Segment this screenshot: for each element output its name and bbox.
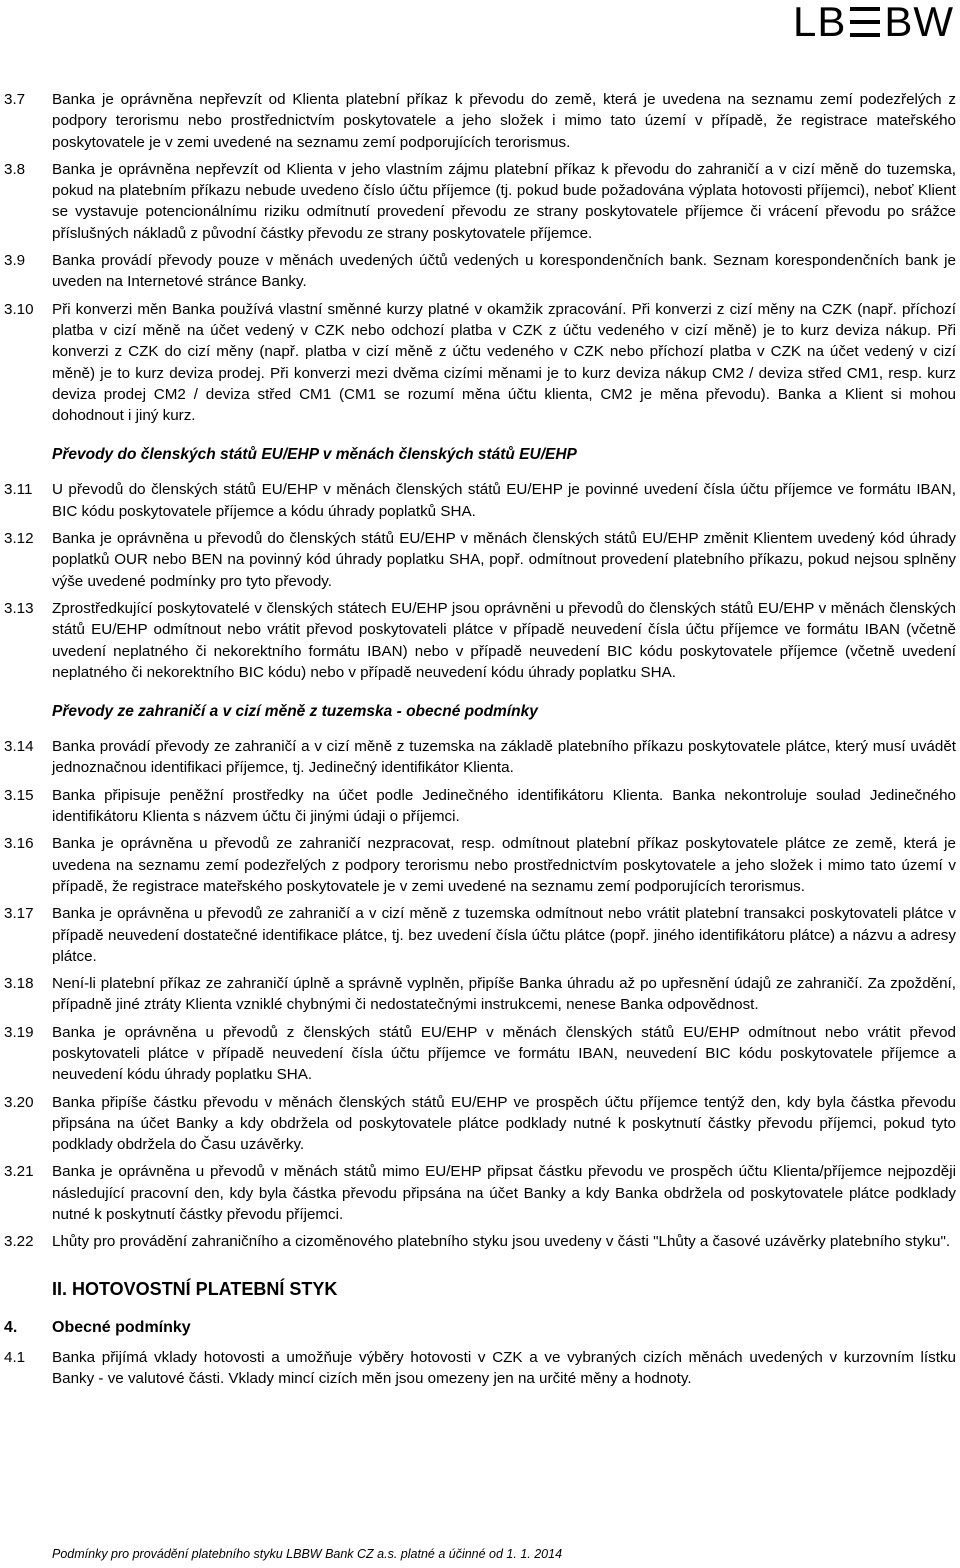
clause-text: Banka je oprávněna nepřevzít od Klienta v jeho vlastním zájmu platební příkaz k převodu do zahraničí a v cizí měně do tuzemska, pokud na platebním příkazu nebude uvedeno číslo účtu příjemce (tj. pokud bude požadována výplata hotovosti příjemci), neboť Klient se vystavuje potencionálnímu riziku odmítnutí provedení převodu ze strany poskytovatele příjemce či vrácení převodu po srážce příslušných nákladů z původní částky převodu ze strany poskytovatele příjemce.	[52, 160, 956, 242]
clause-number: 4.1	[4, 1348, 26, 1366]
clause-number: 3.7	[4, 91, 26, 108]
document-body	[0, 89, 960, 1395]
clause	[0, 973, 960, 1016]
clause-number: 3.22	[4, 1233, 34, 1251]
clause	[0, 1347, 960, 1390]
clause-text: Banka je oprávněna u převodů z členských států EU/EHP v měnách členských států EU/EHP odmítnout nebo vrátit převod poskytovateli plátce v případě neuvedení čísla účtu příjemce ve formátu IBAN, neuvedení BIC kódu poskytovatele příjemce a neuvedení kódu úhrady poplatku SHA.	[52, 1023, 956, 1084]
clause-text: Při konverzi měn Banka používá vlastní směnné kurzy platné v okamžik zpracování. Při konverzi z cizí měny na CZK (např. příchozí platba v cizí měně na účet vedený v CZK nebo odchozí platba v CZK z účtu vedeného v cizí měně) je to kurz deviza nákup. Při konverzi z CZK do cizí měny (např. platba v cizí měně z účtu vedeného v CZK nebo příchozí platba v CZK na účet vedený v cizí měně) je to kurz deviza prodej. Při konverzi mezi dvěma cizími měnami je to kurz deviza nákup CM2 / deviza střed CM1, resp. kurz deviza prodej CM2 / deviza střed CM1 (CM1 se rozumí měna účtu klienta, CM2 je měna převodu). Banka a Klient si mohou dohodnout i jiný kurz.	[52, 300, 956, 425]
clause-number: 3.12	[4, 530, 34, 548]
logo-right: BW	[884, 0, 954, 45]
clause-number: 3.14	[4, 738, 34, 756]
clause	[0, 159, 960, 244]
subsection-number: 4.	[4, 1318, 18, 1336]
clause-text: Není-li platební příkaz ze zahraničí úplně a správně vyplněn, připíše Banka úhradu až po upřesnění údajů ze zahraničí. Za zpoždění, případně jiné ztráty Klienta vzniklé chybnými či nedostatečnými instrukcemi, nenese Banka odpovědnost.	[52, 975, 956, 1014]
clause-text: Banka přijímá vklady hotovosti a umožňuje výběry hotovosti v CZK a ve vybraných cizích měnách uvedených v kurzovním lístku Banky - ve valutové části. Vklady mincí cizích měn jsou omezeny jen na určité měny a hodnoty.	[52, 1348, 956, 1387]
logo-left: LB	[792, 0, 847, 45]
clause-number: 3.16	[4, 835, 34, 853]
clause-number: 3.18	[4, 975, 34, 993]
clause	[0, 833, 960, 897]
clause	[0, 479, 960, 522]
clause	[0, 785, 960, 828]
clause-number: 3.10	[4, 300, 34, 318]
clause	[0, 1161, 960, 1225]
logo-bars-icon	[850, 7, 880, 37]
clause-number: 3.20	[4, 1093, 34, 1111]
clause-text: Banka je oprávněna u převodů ze zahraničí a v cizí měně z tuzemska odmítnout nebo vrátit platební transakci poskytovateli plátce v případě neuvedení dostatečné identifikace plátce, tj. bez uvedení čísla účtu plátce (popř. jiného identifikátoru plátce) a názvu a adresy plátce.	[52, 905, 956, 965]
clause-number: 3.8	[4, 160, 26, 178]
clause-text: U převodů do členských států EU/EHP v měnách členských států EU/EHP je povinné uvedení čísla účtu příjemce ve formátu IBAN, BIC kódu poskytovatele příjemce a kódu úhrady poplatků SHA.	[52, 481, 956, 520]
clause-number: 3.15	[4, 786, 34, 804]
clause	[0, 598, 960, 683]
clause-number: 3.19	[4, 1023, 34, 1041]
clause-text: Banka provádí převody pouze v měnách uvedených účtů vedených u korespondenčních bank. Seznam korespondenčních bank je uveden na Internetové stránce Banky.	[52, 252, 956, 291]
clause	[0, 299, 960, 427]
clause-text: Banka je oprávněna nepřevzít od Klienta platební příkaz k převodu do země, která je uvedena na seznamu zemí podezřelých z podpory terorismu nebo prostřednictvím poskytovatele a jeho složek i mimo tato území v případě, že registrace mateřského poskytovatele je v zemi uvedené na seznamu zemí podporujících terorismus.	[52, 91, 956, 151]
clause	[0, 528, 960, 592]
subsection-title: Obecné podmínky	[52, 1318, 191, 1336]
clause-text: Lhůty pro provádění zahraničního a cizoměnového platebního styku jsou uvedeny v části "Lhůty a časové uzávěrky platebního styku".	[52, 1233, 951, 1251]
section-heading-incoming: Převody ze zahraničí a v cizí měně z tuzemska - obecné podmínky	[52, 703, 538, 721]
clause	[0, 903, 960, 967]
clause-text: Banka připíše částku převodu v měnách členských států EU/EHP ve prospěch účtu příjemce tentýž den, kdy byla částka převodu připsána na účet Banky a kdy obdržela od poskytovatele plátce podklady nutné k poskytnutí částky převodu příjemci, pokud tyto podklady obdržela do Času uzávěrky.	[52, 1093, 956, 1154]
clause-number: 3.17	[4, 905, 34, 923]
clause	[0, 736, 960, 779]
section-title-cash: II. HOTOVOSTNÍ PLATEBNÍ STYK	[52, 1278, 338, 1299]
clause-text: Banka je oprávněna u převodů ze zahraničí nezpracovat, resp. odmítnout platební příkaz poskytovatele plátce ze země, která je uvedena na seznamu zemí podezřelých z podpory terorismu nebo prostřednictvím poskytovatele a jeho složek i mimo tato území v případě, že registrace mateřského poskytovatele je v zemi uvedené na seznamu zemí podporujících terorismus.	[52, 835, 956, 895]
clause-number: 3.11	[4, 481, 33, 499]
clause-number: 3.13	[4, 599, 34, 617]
clause-number: 3.21	[4, 1163, 34, 1181]
clause-text: Zprostředkující poskytovatelé v členských státech EU/EHP jsou oprávněni u převodů do členských států EU/EHP v měnách členských států EU/EHP odmítnout nebo vrátit převod poskytovateli plátce v případě neuvedení čísla účtu příjemce ve formátu IBAN (včetně uvedení neplatného či nekorektního formátu IBAN) nebo v případě neuvedení BIC kódu poskytovatele příjemce (včetně uvedení neplatného či nekorektního BIC kódu) nebo v případě neuvedení kódu úhrady poplatku SHA.	[52, 599, 956, 681]
page-footer: Podmínky pro provádění platebního styku LBBW Bank CZ a.s. platné a účinné od 1. 1. 2014	[52, 1547, 563, 1561]
clause	[0, 250, 960, 293]
subsection-heading	[0, 1317, 960, 1339]
clause	[0, 1092, 960, 1156]
clause	[0, 1022, 960, 1086]
clause-text: Banka je oprávněna u převodů v měnách států mimo EU/EHP připsat částku převodu ve prospěch účtu Klienta/příjemce nejpozději následující pracovní den, kdy byla částka převodu připsána na účet Banky a kdy Banka obdržela od poskytovatele plátce podklady nutné k poskytnutí částky převodu příjemci.	[52, 1163, 956, 1224]
clause	[0, 1231, 960, 1252]
lbbw-logo	[792, 0, 954, 45]
clause	[0, 89, 960, 153]
clause-number: 3.9	[4, 252, 26, 270]
clause-text: Banka připisuje peněžní prostředky na účet podle Jedinečného identifikátoru Klienta. Banka nekontroluje soulad Jedinečného identifikátoru Klienta s názvem účtu či jinými údaji o příjemci.	[52, 786, 956, 826]
section-heading-eu: Převody do členských států EU/EHP v měnách členských států EU/EHP	[52, 446, 577, 464]
clause-text: Banka provádí převody ze zahraničí a v cizí měně z tuzemska na základě platebního příkazu poskytovatele plátce, který musí uvádět jednoznačnou identifikaci příjemce, tj. Jedinečný identifikátor Klienta.	[52, 738, 956, 777]
clause-text: Banka je oprávněna u převodů do členských států EU/EHP v měnách členských států EU/EHP změnit Klientem uvedený kód úhrady poplatků OUR nebo BEN na povinný kód úhrady poplatku SHA, popř. odmítnout provedení platebního příkazu, pokud nejsou splněny výše uvedené podmínky pro tyto převody.	[52, 530, 956, 590]
